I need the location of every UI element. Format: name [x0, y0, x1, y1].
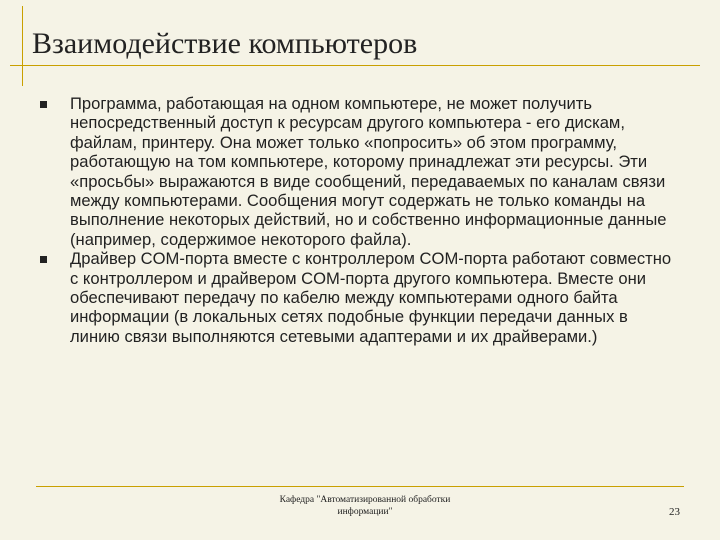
- square-bullet-icon: [40, 256, 47, 263]
- square-bullet-icon: [40, 101, 47, 108]
- footer-line-2: информации": [337, 507, 393, 517]
- footer-line-1: Кафедра "Автоматизированной обработки: [279, 495, 451, 505]
- bullet-item: [40, 94, 680, 249]
- bullet-item: [40, 249, 680, 346]
- bullet-text: Программа, работающая на одном компьютере, не может получить непосредственный доступ к ресурсам другого компьютера - его дискам, файлам, принтеру. Она может только «попросить» об этом программу, работающую на том компьютере, которому принадлежат эти ресурсы. Эти «просьбы» выражаются в виде сообщений, передаваемых по каналам связи между компьютерами. Сообщения могут содержать не только команды на выполнение некоторых действий, но и собственно информационные данные (например, содержимое некоторого файла).: [70, 94, 667, 249]
- page-number: 23: [669, 506, 680, 518]
- title-underline: [10, 65, 700, 66]
- bullet-text: Драйвер COM-порта вместе с контроллером COM-порта работают совместно с контроллером и драйвером COM-порта другого компьютера. Вместе они обеспечивают передачу по кабелю между компьютерами одного байта информации (в локальных сетях подобные функции передачи данных в линию связи выполняются сетевыми адаптерами и их драйверами.): [70, 249, 672, 346]
- footer-department: [250, 494, 480, 518]
- title-accent-vertical-line: [22, 6, 23, 86]
- slide-title: Взаимодействие компьютеров: [32, 27, 418, 60]
- footer-divider: [36, 486, 684, 487]
- bullet-list: [40, 94, 680, 346]
